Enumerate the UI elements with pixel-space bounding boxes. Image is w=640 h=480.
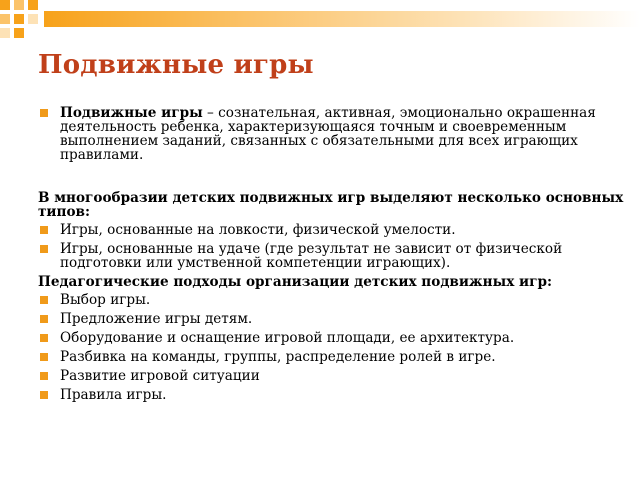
bullet-marker — [40, 315, 48, 323]
definition-term: Подвижные игры — [60, 105, 203, 121]
decor-square — [14, 28, 24, 38]
list-item — [38, 369, 624, 383]
bullet-marker — [40, 334, 48, 342]
approach-item: Правила игры. — [60, 387, 167, 403]
list-item — [38, 331, 624, 345]
decor-square — [0, 28, 10, 38]
definition-bullet — [38, 106, 624, 162]
header-band — [44, 11, 640, 27]
decor-square — [28, 0, 38, 10]
types-heading: В многообразии детских подвижных игр выделяют несколько основных типов: — [38, 190, 624, 220]
decor-square — [0, 14, 10, 24]
list-item — [38, 223, 624, 237]
definition-text: – сознательная, активная, эмоционально окрашенная деятельность ребенка, характеризующаяся точным и своевременным выполнением заданий, связанных с обязательными для всех играющих правилами. — [60, 105, 596, 163]
bullet-marker — [40, 391, 48, 399]
list-item — [38, 242, 624, 270]
approach-item: Разбивка на команды, группы, распределение ролей в игре. — [60, 349, 496, 365]
bullet-marker — [40, 109, 48, 117]
list-item — [38, 293, 624, 307]
approach-item: Предложение игры детям. — [60, 311, 253, 327]
decor-square — [28, 14, 38, 24]
approach-item: Выбор игры. — [60, 292, 151, 308]
bullet-marker — [40, 245, 48, 253]
header-decoration — [0, 0, 640, 40]
slide-title: Подвижные игры — [38, 50, 314, 80]
decor-square — [0, 0, 10, 10]
bullet-marker — [40, 296, 48, 304]
list-item — [38, 312, 624, 326]
bullet-marker — [40, 372, 48, 380]
decor-square — [14, 14, 24, 24]
list-item — [38, 350, 624, 364]
bullet-marker — [40, 226, 48, 234]
decor-square — [14, 0, 24, 10]
bullet-marker — [40, 353, 48, 361]
type-item: Игры, основанные на удаче (где результат не зависит от физической подготовки или умственной компетенции играющих). — [60, 241, 563, 271]
list-item — [38, 388, 624, 402]
approach-item: Развитие игровой ситуации — [60, 368, 260, 384]
type-item: Игры, основанные на ловкости, физической умелости. — [60, 222, 456, 238]
slide-content — [38, 106, 624, 407]
approach-item: Оборудование и оснащение игровой площади, ее архитектура. — [60, 330, 515, 346]
approaches-heading: Педагогические подходы организации детских подвижных игр: — [38, 274, 552, 290]
